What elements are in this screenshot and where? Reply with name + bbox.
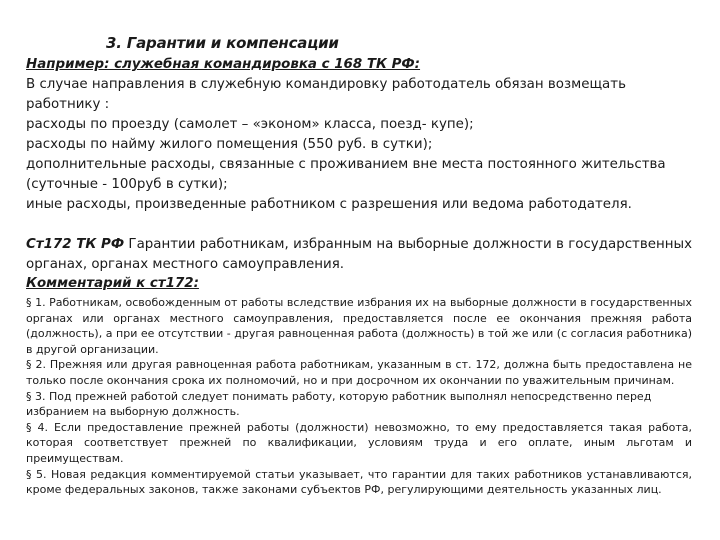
comment-paragraph: § 1. Работникам, освобожденным от работы вследствие избрания их на выборные должности в государственных органах или органах местного самоуправления, предоставляется после ее окончания прежняя работа (должность), а при ее отсутствии - другая равноценная работа (должность) в той же или (с согласия работника) в другой организации. <box>26 296 692 356</box>
article-reference: Ст172 ТК РФ <box>26 237 125 252</box>
comment-paragraph: § 3. Под прежней работой следует понимать работу, которую работник выполнял непосредственно перед избранием на выборную должность. <box>26 389 652 419</box>
intro-line: работнику : <box>26 97 110 112</box>
intro-line: дополнительные расходы, связанные с проживанием вне места постоянного жительства <box>26 157 666 172</box>
intro-line: расходы по найму жилого помещения (550 руб. в сутки); <box>26 137 433 152</box>
intro-line: иные расходы, произведенные работником с разрешения или ведома работодателя. <box>26 197 632 212</box>
intro-line: В случае направления в служебную командировку работодатель обязан возмещать <box>26 77 626 92</box>
intro-block <box>26 55 696 215</box>
comment-paragraph: § 4. Если предоставление прежней работы (должности) невозможно, то ему предоставляется такая работа, которая соответствует прежней по квалификации, условиям труда и его оплате, иным льготам и преимуществам. <box>26 420 692 465</box>
comment-paragraph: § 5. Новая редакция комментируемой статьи указывает, что гарантии для таких работников устанавливаются, кроме федеральных законов, также законами субъектов РФ, регулирующими деятельность указанных лиц. <box>26 467 692 497</box>
example-label <box>26 55 696 75</box>
comment-paragraph: § 2. Прежняя или другая равноценная работа работникам, указанным в ст. 172, должна быть предоставлена не только после окончания срока их полномочий, но и при досрочном их окончании по уважительным причинам. <box>26 358 692 387</box>
example-label-text: Например: служебная командировка с 168 ТК РФ: <box>26 57 421 72</box>
comment-heading: Комментарий к ст172: <box>26 276 199 291</box>
article-paragraph <box>26 235 692 275</box>
article-text: Гарантии работникам, избранным на выборные должности в государственных органах, органах местного самоуправления. <box>26 237 692 272</box>
intro-line: (суточные - 100руб в сутки); <box>26 177 228 192</box>
comment-paragraphs <box>26 295 692 498</box>
intro-line: расходы по проезду (самолет – «эконом» класса, поезд- купе); <box>26 117 474 132</box>
slide-title: 3. Гарантии и компенсации <box>106 34 339 52</box>
